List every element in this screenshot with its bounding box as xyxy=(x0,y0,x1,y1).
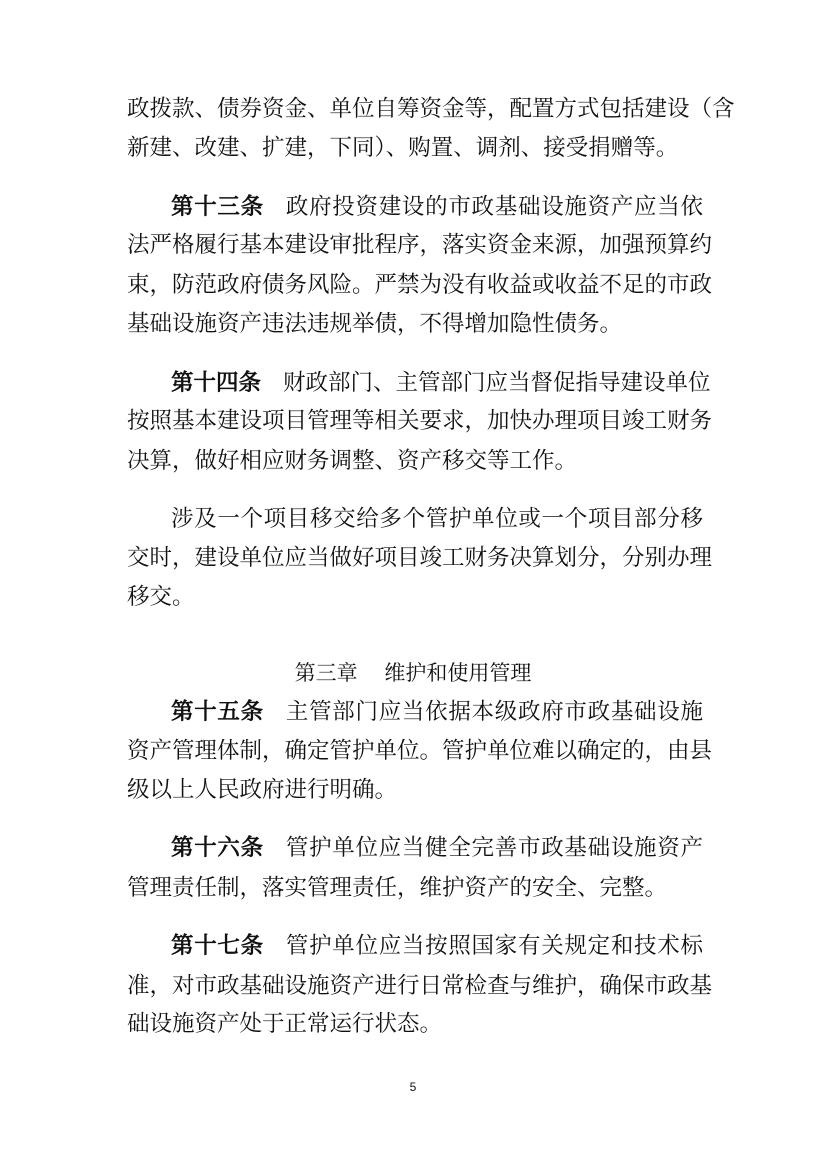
text-span: 管护单位应当健全完善市政基础设施资产 xyxy=(285,835,703,862)
text-line: 础设施资产处于正常运行状态。 xyxy=(127,1011,443,1038)
page-number: 5 xyxy=(409,1080,417,1094)
text-span: 政府投资建设的市政基础设施资产应当依 xyxy=(285,193,703,220)
text-span: 主管部门应当依据本级政府市政基础设施 xyxy=(285,699,703,726)
text-line: 准，对市政基础设施资产进行日常检查与维护，确保市政基 xyxy=(127,972,713,999)
article-17-label: 第十七条 xyxy=(171,933,264,959)
text-line: 管理责任制，落实管理责任，维护资产的安全、完整。 xyxy=(127,875,668,901)
text-line: 政拨款、债券资金、单位自筹资金等，配置方式包括建设（含 xyxy=(127,96,735,123)
text-line: 资产管理体制，确定管护单位。管护单位难以确定的，由县 xyxy=(127,737,713,764)
article-14-first-line xyxy=(171,368,711,398)
text-span: 管护单位应当按照国家有关规定和技术标 xyxy=(285,933,703,959)
text-line: 涉及一个项目移交给多个管护单位或一个项目部分移 xyxy=(171,505,703,532)
text-line: 按照基本建设项目管理等相关要求，加快办理项目竣工财务 xyxy=(127,408,713,435)
article-16-first-line xyxy=(171,833,703,863)
article-15-first-line xyxy=(171,697,703,727)
article-14-label: 第十四条 xyxy=(171,369,262,396)
text-line: 束，防范政府债务风险。严禁为没有收益或收益不足的市政 xyxy=(127,272,713,298)
text-span: 财政部门、主管部门应当督促指导建设单位 xyxy=(283,369,711,396)
article-13-label: 第十三条 xyxy=(171,193,264,220)
article-15-label: 第十五条 xyxy=(171,699,264,726)
article-16-label: 第十六条 xyxy=(171,835,264,862)
text-line: 决算，做好相应财务调整、资产移交等工作。 xyxy=(127,447,578,474)
text-line: 级以上人民政府进行明确。 xyxy=(127,777,398,804)
article-13-first-line xyxy=(171,192,703,222)
chapter-heading: 第三章 维护和使用管理 xyxy=(294,660,532,685)
text-line: 法严格履行基本建设审批程序，落实资金来源，加强预算约 xyxy=(127,232,713,259)
text-line: 基础设施资产违法违规举债，不得增加隐性债务。 xyxy=(127,310,623,337)
text-line: 交时，建设单位应当做好项目竣工财务决算划分，分别办理 xyxy=(127,545,713,572)
text-line: 移交。 xyxy=(127,584,195,610)
article-17-first-line xyxy=(171,931,703,961)
text-line: 新建、改建、扩建，下同）、购置、调剂、接受捐赠等。 xyxy=(127,134,679,161)
